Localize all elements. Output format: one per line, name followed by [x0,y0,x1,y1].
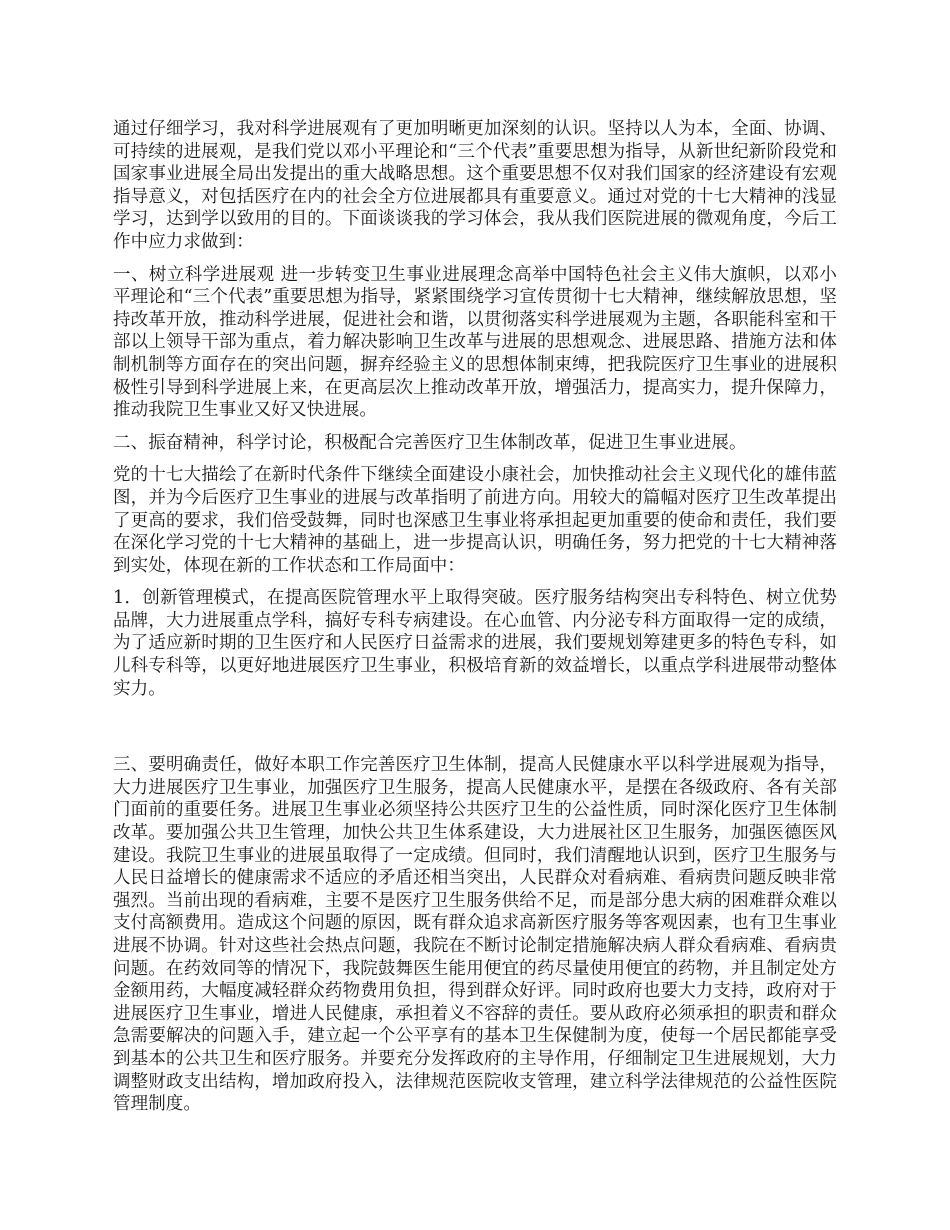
paragraph-item-1: 1．创新管理模式，在提高医院管理水平上取得突破。医疗服务结构突出专科特色、树立优势品牌，大力进展重点学科，搞好专科专病建设。在心血管、内分泌专科方面取得一定的成绩，为了适应新时期的卫生医疗和人民医疗日益需求的进展，我们要规划筹建更多的特色专科，如儿科专科等，以更好地进展医疗卫生事业，积极培育新的效益增长，以重点学科进展带动整体实力。 [113,588,837,699]
paragraph-section-2-body: 党的十七大描绘了在新时代条件下继续全面建设小康社会，加快推动社会主义现代化的雄伟蓝图，并为今后医疗卫生事业的进展与改革指明了前进方向。用较大的篇幅对医疗卫生改革提出了更高的要求，我们倍受鼓舞，同时也深感卫生事业将承担起更加重要的使命和责任，我们要在深化学习党的十七大精神的基础上，进一步提高认识，明确任务，努力把党的十七大精神落到实处，体现在新的工作状态和工作局面中： [113,465,837,576]
paragraph-section-2-heading: 二、振奋精神，科学讨论，积极配合完善医疗卫生体制改革，促进卫生事业进展。 [113,432,747,453]
document-body [113,118,837,1116]
paragraph-spacer [113,710,837,754]
paragraph-section-3: 三、要明确责任，做好本职工作完善医疗卫生体制，提高人民健康水平以科学进展观为指导，大力进展医疗卫生事业，加强医疗卫生服务，提高人民健康水平，是摆在各级政府、各有关部门面前的重要任务。进展卫生事业必须坚持公共医疗卫生的公益性质，同时深化医疗卫生体制改革。要加强公共卫生管理，加快公共卫生体系建设，大力进展社区卫生服务，加强医德医风建设。我院卫生事业的进展虽取得了一定成绩。但同时，我们清醒地认识到，医疗卫生服务与人民日益增长的健康需求不适应的矛盾还相当突出，人民群众对看病难、看病贵问题反映非常强烈。当前出现的看病难，主要不是医疗卫生服务供给不足，而是部分患大病的困难群众难以支付高额费用。造成这个问题的原因，既有群众追求高新医疗服务等客观因素，也有卫生事业进展不协调。针对这些社会热点问题，我院在不断讨论制定措施解决病人群众看病难、看病贵问题。在药效同等的情况下，我院鼓舞医生能用便宜的药尽量使用便宜的药物，并且制定处方金额用药，大幅度减轻群众药物费用负担，得到群众好评。同时政府也要大力支持，政府对于进展医疗卫生事业，增进人民健康，承担着义不容辞的责任。要从政府必须承担的职责和群众急需要解决的问题入手，建立起一个公平享有的基本卫生保健制为度，使每一个居民都能享受到基本的公共卫生和医疗服务。并要充分发挥政府的主导作用，仔细制定卫生进展规划，大力调整财政支出结构，增加政府投入，法律规范医院收支管理，建立科学法律规范的公益性医院管理制度。 [113,755,837,1115]
paragraph-section-1: 一、树立科学进展观 进一步转变卫生事业进展理念高举中国特色社会主义伟大旗帜，以邓小平理论和“三个代表”重要思想为指导，紧紧围绕学习宣传贯彻十七大精神，继续解放思想，坚持改革开放，推动科学进展，促进社会和谐，以贯彻落实科学进展观为主题，各职能科室和干部以上领导干部为重点，着力解决影响卫生改革与进展的思想观念、进展思路、措施方法和体制机制等方面存在的突出问题，摒弃经验主义的思想体制束缚，把我院医疗卫生事业的进展积极性引导到科学进展上来，在更高层次上推动改革开放，增强活力，提高实力，提升保障力，推动我院卫生事业又好又快进展。 [113,264,837,421]
paragraph-intro: 通过仔细学习，我对科学进展观有了更加明晰更加深刻的认识。坚持以人为本，全面、协调、可持续的进展观，是我们党以邓小平理论和“三个代表”重要思想为指导，从新世纪新阶段党和国家事业进展全局出发提出的重大战略思想。这个重要思想不仅对我们国家的经济建设有宏观指导意义，对包括医疗在内的社会全方位进展都具有重要意义。通过对党的十七大精神的浅显学习，达到学以致用的目的。下面谈谈我的学习体会，我从我们医院进展的微观角度，今后工作中应力求做到： [113,119,837,252]
